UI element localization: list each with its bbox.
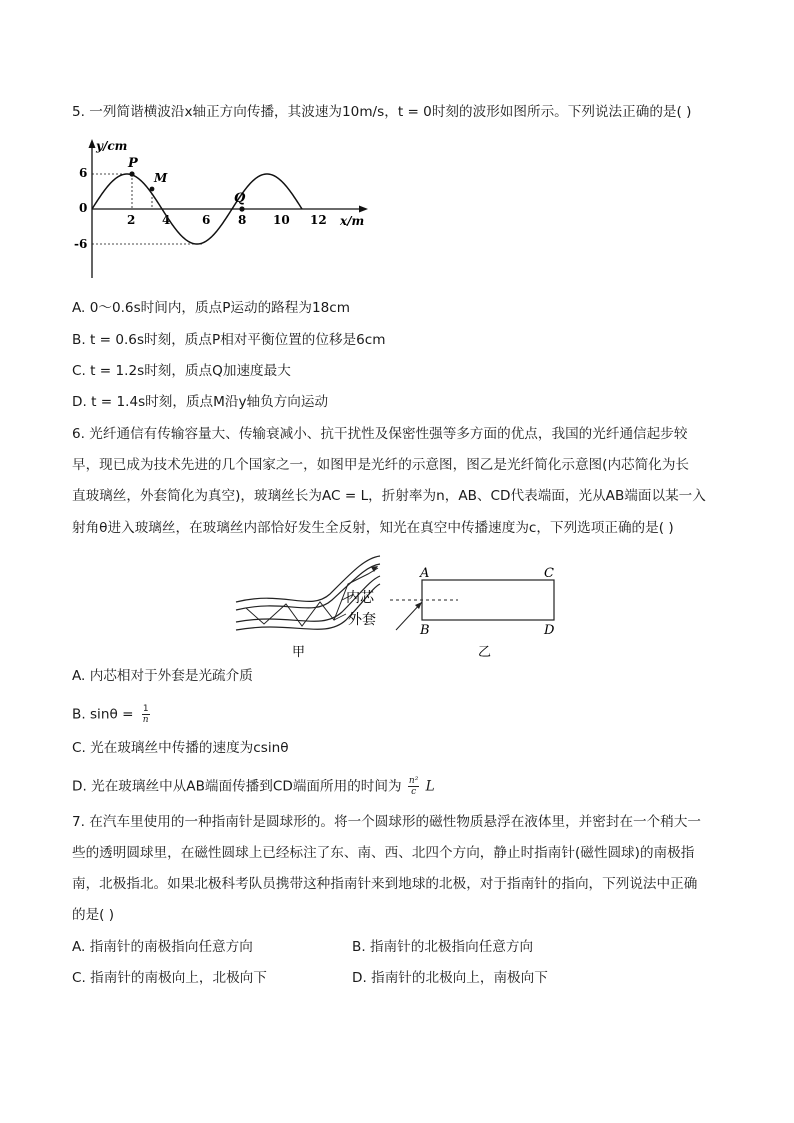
q6-option-b-prefix: B. sinθ = xyxy=(72,706,134,723)
q6-stem-line: 早，现已成为技术先进的几个国家之一，如图甲是光纤的示意图，图乙是光纤简化示意图(内芯简化为长 xyxy=(72,457,690,473)
x-axis-arrow xyxy=(359,206,368,213)
corner-d: D xyxy=(544,623,555,638)
q6-stem-line: 直玻璃丝，外套简化为真空)，玻璃丝长为AC = L，折射率为n，AB、CD代表端面，光从AB端面以某一入 xyxy=(72,488,706,504)
q6-fiber-figure xyxy=(230,550,570,660)
corner-a: A xyxy=(420,566,430,581)
q5-stem: 5. 一列简谐横波沿x轴正方向传播，其波速为10m/s，t = 0时刻的波形如图所示。下列说法正确的是( ) xyxy=(72,104,692,120)
q7-option-row xyxy=(72,968,732,988)
q7-stem-line: 南，北极指北。如果北极科考队员携带这种指南针来到地球的北极，对于指南针的指向，下列说法中正确 xyxy=(72,876,698,892)
q7-option-b: B. 指南针的北极指向任意方向 xyxy=(352,939,534,955)
q5-wave-graph xyxy=(72,136,372,284)
y-tick: 6 xyxy=(79,166,88,180)
caption-jia: 甲 xyxy=(292,645,306,660)
point-q xyxy=(239,206,244,211)
q5-option-a: A. 0～0.6s时间内，质点P运动的路程为18cm xyxy=(72,300,350,316)
y-axis-arrow xyxy=(89,139,96,148)
sheath-label: 外套 xyxy=(348,612,376,628)
fraction-numerator: 1 xyxy=(142,704,149,714)
x-axis-label: x/m xyxy=(340,214,365,228)
q7-option-a: A. 指南针的南极指向任意方向 xyxy=(72,939,253,955)
q6-option-d-suffix: L xyxy=(425,778,435,795)
x-tick: 6 xyxy=(202,213,211,227)
q5-option-b: B. t = 0.6s时刻，质点P相对平衡位置的位移是6cm xyxy=(72,332,386,348)
q7-option-d: D. 指南针的北极向上，南极向下 xyxy=(352,970,548,986)
y-axis-label: y/cm xyxy=(96,139,128,153)
point-p xyxy=(129,171,134,176)
fraction xyxy=(408,776,419,797)
x-tick: 2 xyxy=(127,213,136,227)
q6-option-a: A. 内芯相对于外套是光疏介质 xyxy=(72,668,253,684)
fraction-denominator: c xyxy=(411,787,417,797)
x-tick: 10 xyxy=(273,213,290,227)
q6-stem-line: 6. 光纤通信有传输容量大、传输衰减小、抗干扰性及保密性强等多方面的优点，我国的光纤通信起步较 xyxy=(72,426,688,442)
caption-yi: 乙 xyxy=(478,645,492,660)
q7-option-row xyxy=(72,937,732,957)
glass-rod xyxy=(422,580,554,620)
q7-option-c: C. 指南针的南极向上，北极向下 xyxy=(72,970,267,986)
x-tick: 8 xyxy=(238,213,247,227)
q7-stem-line: 些的透明圆球里，在磁性圆球上已经标注了东、南、西、北四个方向，静止时指南针(磁性圆球)的南极指 xyxy=(72,845,695,861)
q6-option-d-prefix: D. 光在玻璃丝中从AB端面传播到CD端面所用的时间为 xyxy=(72,778,402,795)
x-tick: 12 xyxy=(310,213,327,227)
y-tick: 0 xyxy=(79,201,88,215)
point-q-label: Q xyxy=(234,191,246,206)
q5-option-d: D. t = 1.4s时刻，质点M沿y轴负方向运动 xyxy=(72,394,329,410)
q7-stem-line: 7. 在汽车里使用的一种指南针是圆球形的。将一个圆球形的磁性物质悬浮在液体里，并密封在一个稍大一 xyxy=(72,814,702,830)
q6-option-b xyxy=(72,704,732,725)
fraction-denominator: n xyxy=(142,715,149,725)
q5-option-c: C. t = 1.2s时刻，质点Q加速度最大 xyxy=(72,363,291,379)
x-tick: 4 xyxy=(162,213,171,227)
point-m-label: M xyxy=(154,171,168,185)
point-p-label: P xyxy=(128,156,138,171)
point-m xyxy=(150,187,155,192)
q7-stem-line: 的是( ) xyxy=(72,907,115,923)
core-label: 内芯 xyxy=(346,590,374,606)
q6-option-c: C. 光在玻璃丝中传播的速度为csinθ xyxy=(72,740,289,756)
fraction xyxy=(142,704,150,725)
fraction-numerator: n² xyxy=(408,776,419,786)
y-tick: -6 xyxy=(74,237,88,251)
corner-c: C xyxy=(544,566,554,581)
q6-stem-line: 射角θ进入玻璃丝，在玻璃丝内部恰好发生全反射，知光在真空中传播速度为c，下列选项正确的是( ) xyxy=(72,520,674,536)
corner-b: B xyxy=(420,623,430,638)
q6-option-d xyxy=(72,776,732,797)
